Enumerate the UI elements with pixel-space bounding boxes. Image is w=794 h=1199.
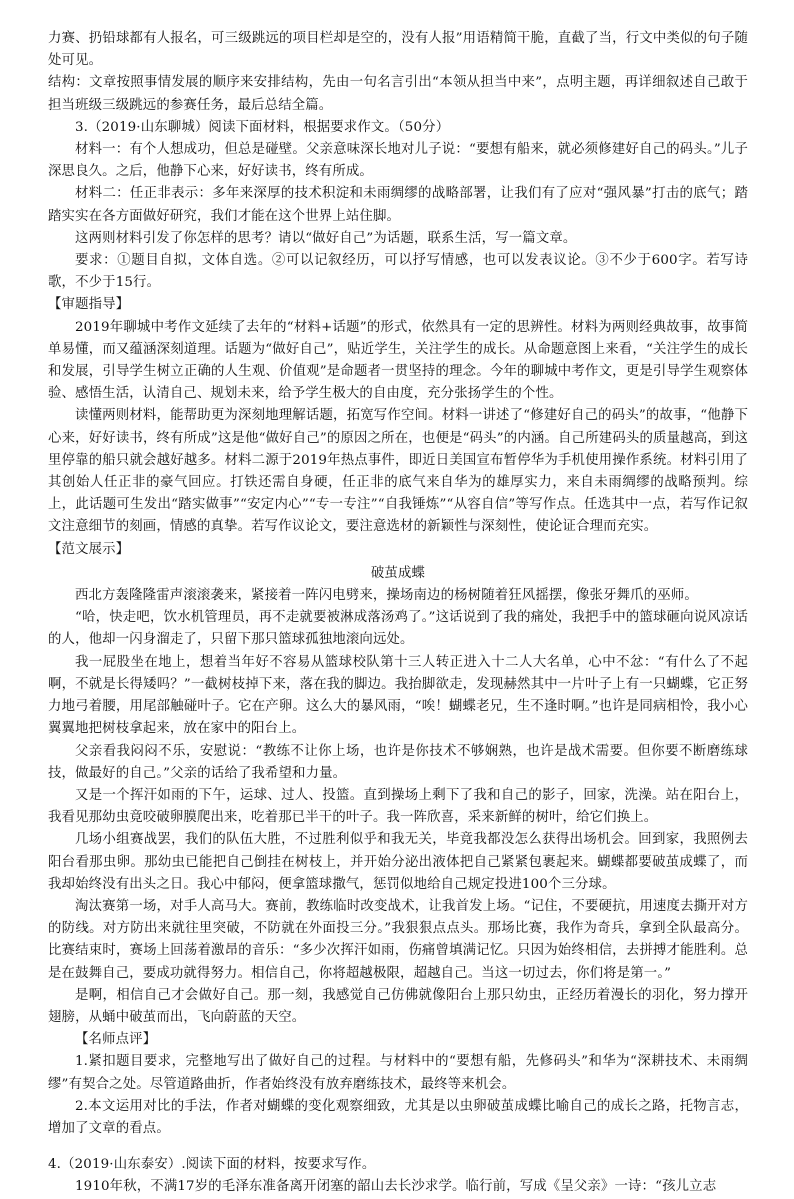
section-title-guidance: 【审题指导】 [48,297,130,313]
question-3-heading: 3.（2019·山东聊城）阅读下面材料，根据要求作文。（50分） [75,119,450,135]
paragraph-structure-comment: 结构：文章按照事情发展的顺序来安排结构，先由一句名言引出“本领从担当中来”，点明主题，再详细叙述自己敢于担当班级三级跳远的参赛任务，最后总结全篇。 [48,75,748,113]
spacer [48,1140,748,1152]
essay-paragraph-4: 父亲看我闷闷不乐，安慰说：“教练不让你上场，也许是你技术不够娴熟，也许是战术需要。但你要不断磨练球技，做最好的自己。”父亲的话给了我希望和力量。 [48,743,748,781]
essay-paragraph-7: 淘汰赛第一场，对手人高马大。赛前，教练临时改变战术，让我首发上场。“记住，不要硬抗，用速度去撕开对方的防线。对方防出来就往里突破，不防就在外面投三分。”我狠狠点点头。那场比赛，我作为奇兵，拿到全队最高分。比赛结束时，赛场上回荡着激昂的音乐：“多少次挥汗如雨，伤痛曾填满记忆。只因为始终相信，去拼搏才能胜利。总是在鼓舞自己，要成功就得努力。相信自己，你将超越极限，超越自己。当这一切过去，你们将是第一。” [48,898,748,981]
comment-point-2: 2.本文运用对比的手法，作者对蝴蝶的变化观察细致，尤其是以虫卵破茧成蝶比喻自己的成长之路，托物言志，增加了文章的看点。 [48,1098,748,1136]
essay-paragraph-8: 是啊，相信自己才会做好自己。那一刻，我感觉自己仿佛就像阳台上那只幼虫，正经历着漫长的羽化，努力撑开翅膀，从蛹中破茧而出，飞向蔚蓝的天空。 [48,987,748,1025]
paragraph-language-comment: 力赛、扔铅球都有人报名，可三级跳远的项目栏却是空的，没有人报”用语精简干脆，直截了当，行文中类似的句子随处可见。 [48,31,748,69]
guidance-paragraph-2: 读懂两则材料，能帮助更为深刻地理解话题，拓宽写作空间。材料一讲述了“修建好自己的码头”的故事，“他静下心来，好好读书，终有所成”这是他“做好自己”的原因之所在，也便是“码头”的内涵。自己所建码头的质量越高，到这里停靠的船只就会越好越多。材料二源于2019年热点事件，即近日美国宣布暂停华为手机使用操作系统。材料引用了其创始人任正非的豪气回应。打铁还需自身硬，任正非的底气来自华为的雄厚实力，来自未雨绸缪的战略预判。综上，此话题可生发出“踏实做事”“安定内心”“专一专注”“自我锤炼”“从容自信”等写作点。任选其中一点，若写作记叙文注意细节的刻画，情感的真挚。若写作议论文，要注意选材的新颖性与深刻性，使论证合理而充实。 [48,408,748,535]
essay-title: 破茧成蝶 [370,565,426,581]
document-body [48,28,748,1199]
writing-prompt: 这两则材料引发了你怎样的思考？请以“做好自己”为话题，联系生活，写一篇文章。 [75,230,577,246]
comment-point-1: 1.紧扣题目要求，完整地写出了做好自己的过程。与材料中的“要想有船，先修码头”和华为“深耕技术、未雨绸缪”有契合之处。尽管道路曲折，作者始终没有放弃磨练技术，最终等来机会。 [48,1054,748,1092]
material-two: 材料二：任正非表示：多年来深厚的技术积淀和未雨绸缪的战略部署，让我们有了应对“强风暴”打击的底气；踏踏实实在各方面做好研究，我们才能在这个世界上站住脚。 [48,186,748,224]
essay-paragraph-6: 几场小组赛战罢，我们的队伍大胜，不过胜利似乎和我无关，毕竟我都没怎么获得出场机会。回到家，我照例去阳台看那虫卵。那幼虫已能把自己倒挂在树枝上，并开始分泌出液体把自己紧紧包裹起来。蝴蝶都要破茧成蝶了，而我却始终没有出头之日。我心中郁闷，便拿篮球撒气，惩罚似地给自己规定投进100个三分球。 [48,832,748,892]
question-4-heading: 4.（2019·山东泰安）.阅读下面的材料，按要求写作。 [48,1157,376,1173]
essay-paragraph-3: 我一屁股坐在地上，想着当年好不容易从篮球校队第十三人转正进入十二人大名单，心中不忿：“有什么了不起啊，不就是长得矮吗？”一截树枝掉下来，落在我的脚边。我抬脚欲走，发现赫然其中一片叶子上有一只蝴蝶，它正努力地弓着腰，用尾部触碰叶子。它在产卵。这么大的暴风雨，“唉！蝴蝶老兄，生不逢时啊。”也许是同病相怜，我小心翼翼地把树枝拿起来，放在家中的阳台上。 [48,654,748,737]
section-title-comment: 【名师点评】 [75,1032,157,1048]
writing-requirements: 要求：①题目自拟，文体自选。②可以记叙经历，可以抒写情感，也可以发表议论。③不少于600字。若写诗歌，不少于15行。 [48,253,748,291]
essay-paragraph-5: 又是一个挥汗如雨的下午，运球、过人、投篮。直到操场上剩下了我和自己的影子，回家，洗澡。站在阳台上，我看见那幼虫竟咬破卵膜爬出来，吃着那已半干的叶子。我一阵欣喜，采来新鲜的树叶，给它们换上。 [48,787,748,826]
essay-paragraph-1: 西北方轰隆隆雷声滚滚袭来，紧接着一阵闪电劈来，操场南边的杨树随着狂风摇摆，像张牙舞爪的巫师。 [75,588,698,604]
essay-paragraph-2: “哈，快走吧，饮水机管理员，再不走就要被淋成落汤鸡了。”这话说到了我的痛处，我把手中的篮球砸向说风凉话的人，他却一闪身溜走了，只留下那只篮球孤独地滚向远处。 [48,610,748,648]
question-4-material: 1910年秋，不满17岁的毛泽东准备离开闭塞的韶山去长沙求学。临行前，写成《呈父亲》一诗：“孩儿立志 [75,1179,717,1195]
guidance-paragraph-1: 2019年聊城中考作文延续了去年的“材料+话题”的形式，依然具有一定的思辨性。材料为两则经典故事，故事简单易懂，而又蕴涵深刻道理。话题为“做好自己”，贴近学生，关注学生的成长。从命题意图上来看，“关注学生的成长和发展，引导学生树立正确的人生观、价值观”是命题者一贯坚持的理念。今年的聊城中考作文，更是引导学生观察体验、感悟生活，认清自己、规划未来，给予学生极大的自由度，充分张扬学生的个性。 [48,319,748,402]
material-one: 材料一：有个人想成功，但总是碰壁。父亲意味深长地对儿子说：“要想有船来，就必须修建好自己的码头。”儿子深思良久。之后，他静下心来，好好读书，终有所成。 [48,142,748,180]
section-title-sample: 【范文展示】 [48,541,130,557]
